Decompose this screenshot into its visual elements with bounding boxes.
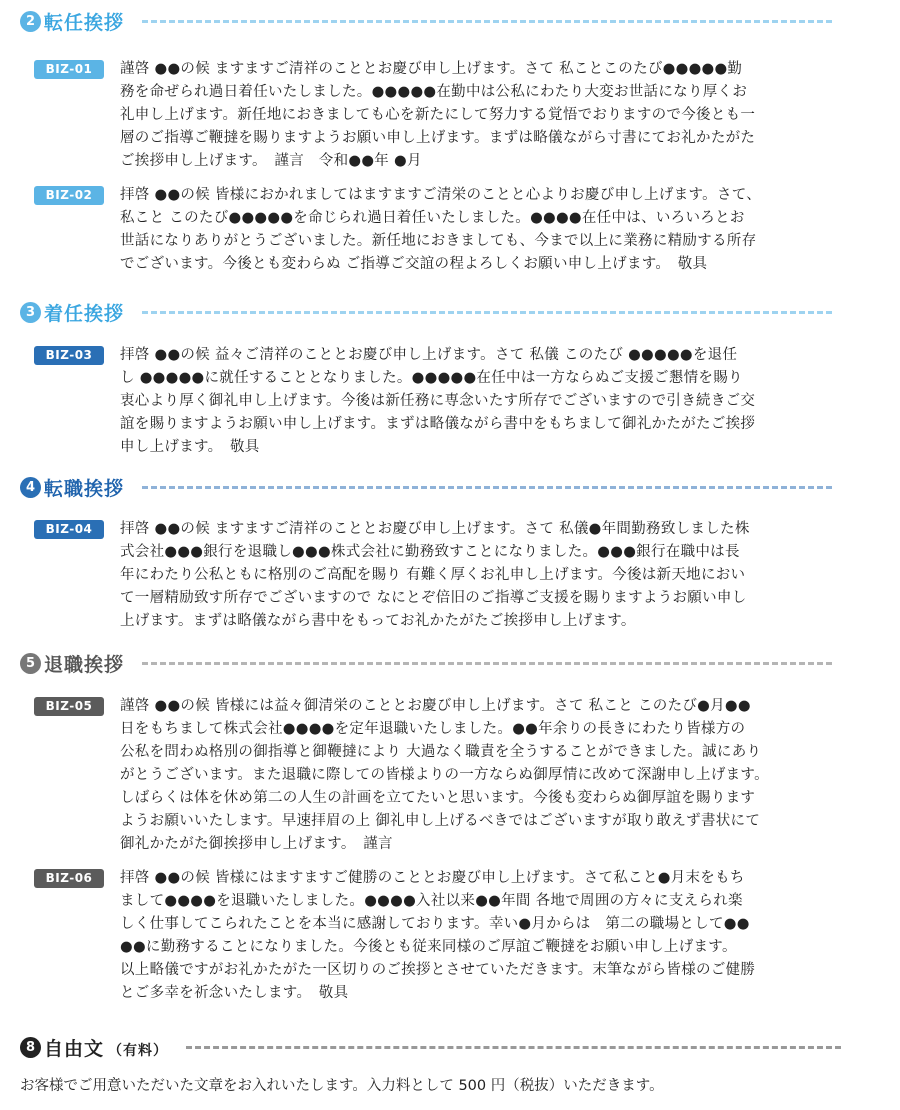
- section-title-text: 自由文: [44, 1037, 105, 1060]
- entry-line: 拝啓 ●●の候 ますますご清祥のこととお慶び申し上げます。さて 私儀●年間勤務致しました株: [120, 521, 750, 537]
- entry-line: 謹啓 ●●の候 ますますご清祥のこととお慶び申し上げます。さて 私ことこのたび●●●●●勤: [120, 61, 743, 77]
- entry-line: ご挨拶申し上げます。 謹言 令和●●年 ●月: [120, 153, 422, 169]
- entry-line: 礼申し上げます。新任地におきましても心を新たにして努力する覚悟でおりますので今後とも一: [120, 107, 756, 123]
- entry-text: [120, 518, 874, 633]
- entry-line: とご多幸を祈念いたします。 敬具: [120, 985, 349, 1001]
- entry-line: 拝啓 ●●の候 益々ご清祥のこととお慶び申し上げます。さて 私儀 このたび ●●●●●を退任: [120, 347, 738, 363]
- entry-text: [120, 695, 874, 856]
- entry-line: まして●●●●を退職いたしました。●●●●入社以来●●年間 各地で周囲の方々に支えられ楽: [120, 893, 743, 909]
- entry-line: 拝啓 ●●の候 皆様におかれましてはますますご清栄のことと心よりお慶び申し上げます。さて、: [120, 187, 762, 203]
- section-number-badge: 2: [20, 11, 41, 32]
- entry-line: 以上略儀ですがお礼かたがた一区切りのご挨拶とさせていただきます。末筆ながら皆様のご健勝: [120, 962, 756, 978]
- entry-code-badge: BIZ-06: [34, 869, 104, 888]
- section-title: 着任挨拶: [44, 302, 125, 325]
- entry-code-badge: BIZ-02: [34, 186, 104, 205]
- entry-line: しく仕事してこられたことを本当に感謝しております。幸い●月からは 第二の職場として●●: [120, 916, 750, 932]
- entry-text: [120, 58, 874, 173]
- section-title: 退職挨拶: [44, 653, 125, 676]
- section-title-note: （有料）: [108, 1042, 169, 1059]
- section-number-badge: 8: [20, 1037, 41, 1058]
- entry-line: 日をもちまして株式会社●●●●を定年退職いたしました。●●年余りの長きにわたり皆様方の: [120, 721, 746, 737]
- section-divider: [142, 20, 832, 23]
- section-divider: [142, 662, 832, 665]
- entry-line: 謹啓 ●●の候 皆様には益々御清栄のこととお慶び申し上げます。さて 私こと このたび●月●●: [120, 698, 751, 714]
- entry-biz-03: [34, 344, 874, 459]
- entry-line: 式会社●●●銀行を退職し●●●株式会社に勤務致すことになりました。●●●銀行在職中は長: [120, 544, 740, 560]
- entry-line: 上げます。まずは略儀ながら書中をもってお礼かたがたご挨拶申し上げます。: [120, 613, 636, 629]
- section-number-badge: 5: [20, 653, 41, 674]
- section-header-jiyubun: [20, 1032, 841, 1062]
- entry-code-badge: BIZ-04: [34, 520, 104, 539]
- section-divider: [142, 486, 832, 489]
- entry-code-badge: BIZ-03: [34, 346, 104, 365]
- entry-text: [120, 344, 874, 459]
- entry-line: て一層精励致す所存でございますので なにとぞ倍旧のご指導ご支援を賜りますようお願い申し: [120, 590, 747, 606]
- entry-line: 申し上げます。 敬具: [120, 439, 260, 455]
- entry-line: 務を命ぜられ過日着任いたしました。●●●●●在勤中は公私にわたり大変お世話になり厚くお: [120, 84, 748, 100]
- entry-line: でございます。今後とも変わらぬ ご指導ご交誼の程よろしくお願い申し上げます。 敬具: [120, 256, 708, 272]
- entry-line: し ●●●●●に就任することとなりました。●●●●●在任中は一方ならぬご支援ご懇情を賜り: [120, 370, 743, 386]
- section-title: 転任挨拶: [44, 11, 125, 34]
- entry-line: 御礼かたがた御挨拶申し上げます。 謹言: [120, 836, 393, 852]
- entry-biz-06: [34, 867, 874, 1005]
- custom-text-note: お客様でご用意いただいた文章をお入れいたします。入力料として 500 円（税抜）いただきます。: [20, 1078, 664, 1094]
- entry-line: しばらくは体を休め第二の人生の計画を立てたいと思います。今後も変わらぬ御厚誼を賜ります: [120, 790, 756, 806]
- entry-biz-04: [34, 518, 874, 633]
- entry-text: [120, 184, 874, 276]
- entry-biz-02: [34, 184, 874, 276]
- section-header-tenshoku: [20, 472, 832, 502]
- entry-line: がとうございます。また退職に際しての皆様よりの一方ならぬ御厚情に改めて深謝申し上げます。: [120, 767, 769, 783]
- section-number-badge: 3: [20, 302, 41, 323]
- entry-line: 年にわたり公私ともに格別のご高配を賜り 有難く厚くお礼申し上げます。今後は新天地におい: [120, 567, 746, 583]
- entry-line: 拝啓 ●●の候 皆様にはますますご健勝のこととお慶び申し上げます。さて私こと●月末をもち: [120, 870, 745, 886]
- section-header-chakunin: [20, 297, 832, 327]
- entry-line: ようお願いいたします。早速拝眉の上 御礼申し上げるべきではございますが取り敢えず書状にて: [120, 813, 761, 829]
- section-divider: [186, 1046, 841, 1049]
- section-header-taishoku: [20, 648, 832, 678]
- entry-line: 誼を賜りますようお願い申し上げます。まずは略儀ながら書中をもちまして御礼かたがたご挨拶: [120, 416, 756, 432]
- entry-code-badge: BIZ-01: [34, 60, 104, 79]
- section-title: [44, 1034, 168, 1061]
- entry-code-badge: BIZ-05: [34, 697, 104, 716]
- entry-line: 衷心より厚く御礼申し上げます。今後は新任務に専念いたす所存でございますので引き続きご交: [120, 393, 756, 409]
- entry-line: 私こと このたび●●●●●を命じられ過日着任いたしました。●●●●在任中は、いろいろとお: [120, 210, 745, 226]
- section-divider: [142, 311, 832, 314]
- entry-text: [120, 867, 874, 1005]
- section-header-tennin: [20, 6, 832, 36]
- entry-biz-01: [34, 58, 874, 173]
- section-number-badge: 4: [20, 477, 41, 498]
- section-title: 転職挨拶: [44, 477, 125, 500]
- entry-line: 層のご指導ご鞭撻を賜りますようお願い申し上げます。まずは略儀ながら寸書にてお礼かたがた: [120, 130, 756, 146]
- entry-biz-05: [34, 695, 874, 856]
- entry-line: 公私を問わぬ格別の御指導と御鞭撻により 大過なく職責を全うすることができました。誠にあり: [120, 744, 762, 760]
- entry-line: 世話になりありがとうございました。新任地におきましても、今まで以上に業務に精励する所存: [120, 233, 757, 249]
- entry-line: ●●に勤務することになりました。今後とも従来同様のご厚誼ご鞭撻をお願い申し上げます。: [120, 939, 737, 955]
